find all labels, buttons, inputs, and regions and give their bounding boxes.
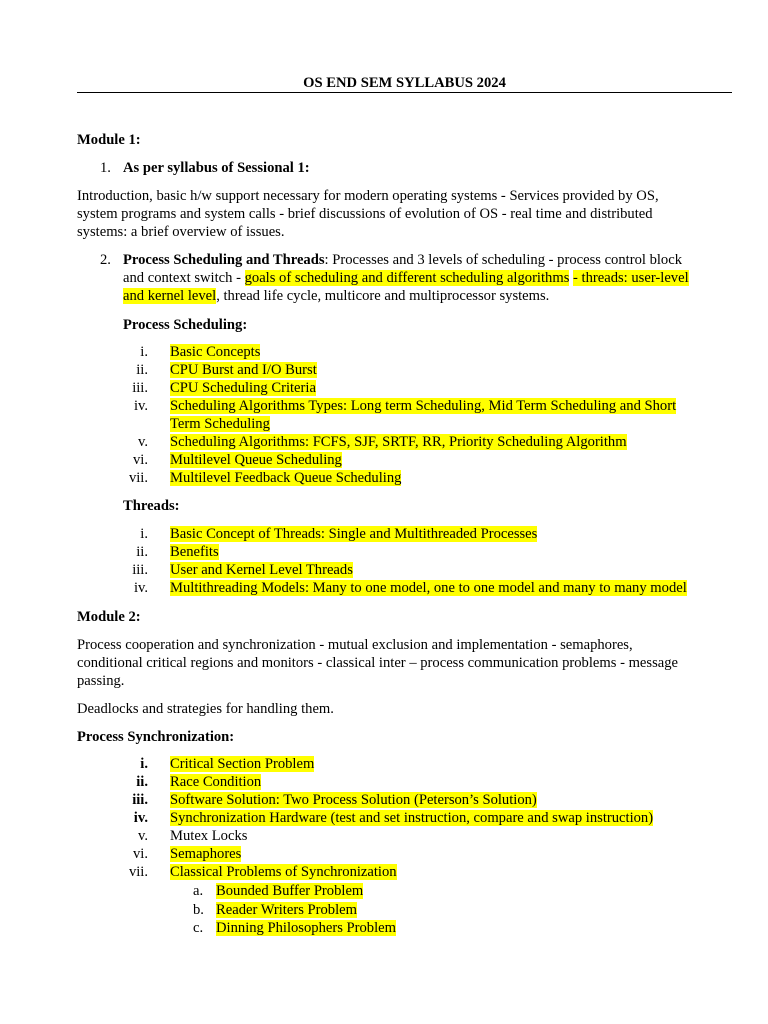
list-number: vi. xyxy=(133,846,148,862)
module2-para-line: passing. xyxy=(77,673,125,689)
list-item-continuation: Term Scheduling xyxy=(170,416,270,432)
module1-item1-number: 1. xyxy=(100,160,111,176)
item2-line2-highlight: - threads: user-level xyxy=(573,270,689,286)
list-item: Race Condition xyxy=(170,774,262,790)
sublist-number: b. xyxy=(193,902,204,918)
module1-intro-line: Introduction, basic h/w support necessary for modern operating systems - Services provided by OS, xyxy=(77,188,659,204)
list-item: Classical Problems of Synchronization xyxy=(170,864,397,880)
list-number: ii. xyxy=(136,544,148,560)
module2-heading: Module 2: xyxy=(77,609,141,625)
module2-para-line: Process cooperation and synchronization - mutual exclusion and implementation - semaphores, xyxy=(77,637,633,653)
list-number: vi. xyxy=(133,452,148,468)
module1-item1-label: As per syllabus of Sessional 1: xyxy=(123,160,310,176)
module2-deadlocks-line: Deadlocks and strategies for handling them. xyxy=(77,701,334,717)
item2-bold-title: Process Scheduling and Threads xyxy=(123,252,325,268)
item2-line3-highlight: and kernel level xyxy=(123,288,217,304)
item2-line1-rest: : Processes and 3 levels of scheduling - process control block xyxy=(324,252,682,268)
list-number: iv. xyxy=(133,398,148,414)
list-item: Mutex Locks xyxy=(170,828,248,844)
module1-intro-line: system programs and system calls - brief discussions of evolution of OS - real time and distributed xyxy=(77,206,653,222)
list-number: iii. xyxy=(132,562,148,578)
list-item: Basic Concepts xyxy=(170,344,261,360)
list-item: Semaphores xyxy=(170,846,242,862)
sublist-item: Dinning Philosophers Problem xyxy=(216,920,396,936)
list-item: Multilevel Feedback Queue Scheduling xyxy=(170,470,402,486)
item2-line2-plain: and context switch - xyxy=(123,270,245,286)
module1-item2-line2 xyxy=(123,269,689,287)
list-item: Multilevel Queue Scheduling xyxy=(170,452,342,468)
process-sync-heading: Process Synchronization: xyxy=(77,729,235,745)
sublist-item: Reader Writers Problem xyxy=(216,902,357,918)
module1-item2-line1 xyxy=(123,251,682,269)
list-number: ii. xyxy=(136,774,148,790)
list-number: i. xyxy=(140,344,148,360)
list-item: Software Solution: Two Process Solution (Peterson’s Solution) xyxy=(170,792,537,808)
sublist-number: a. xyxy=(193,883,204,899)
module1-intro-line: systems: a brief overview of issues. xyxy=(77,224,285,240)
list-item: CPU Scheduling Criteria xyxy=(170,380,316,396)
list-number: i. xyxy=(140,526,148,542)
item2-line3-rest: , thread life cycle, multicore and multiprocessor systems. xyxy=(216,288,550,304)
list-item: Benefits xyxy=(170,544,219,560)
list-item: Multithreading Models: Many to one model, one to one model and many to many model xyxy=(170,580,687,596)
module1-heading: Module 1: xyxy=(77,132,141,148)
process-scheduling-heading: Process Scheduling: xyxy=(123,317,248,333)
sublist-number: c. xyxy=(193,920,204,936)
threads-heading: Threads: xyxy=(123,498,180,514)
module1-item2-number: 2. xyxy=(100,252,111,268)
module2-para-line: conditional critical regions and monitors - classical inter – process communication problems - message xyxy=(77,655,679,671)
list-number: iii. xyxy=(132,792,148,808)
list-number: i. xyxy=(140,756,148,772)
list-item: Critical Section Problem xyxy=(170,756,315,772)
list-item: Scheduling Algorithms: FCFS, SJF, SRTF, RR, Priority Scheduling Algorithm xyxy=(170,434,627,450)
list-number: v. xyxy=(138,828,148,844)
list-number: iii. xyxy=(132,380,148,396)
list-number: iv. xyxy=(133,580,148,596)
list-number: vii. xyxy=(128,864,148,880)
list-number: iv. xyxy=(133,810,148,826)
list-item: CPU Burst and I/O Burst xyxy=(170,362,317,378)
list-number: vii. xyxy=(128,470,148,486)
sublist-item: Bounded Buffer Problem xyxy=(216,883,364,899)
item2-line2-highlight: goals of scheduling and different scheduling algorithms xyxy=(244,270,570,286)
list-number: v. xyxy=(138,434,148,450)
list-number: ii. xyxy=(136,362,148,378)
list-item: Synchronization Hardware (test and set instruction, compare and swap instruction) xyxy=(170,810,654,826)
list-item: Scheduling Algorithms Types: Long term Scheduling, Mid Term Scheduling and Short xyxy=(170,398,677,414)
document-title: OS END SEM SYLLABUS 2024 xyxy=(77,74,732,93)
list-item: Basic Concept of Threads: Single and Multithreaded Processes xyxy=(170,526,538,542)
list-item: User and Kernel Level Threads xyxy=(170,562,353,578)
module1-item2-line3 xyxy=(123,287,549,305)
